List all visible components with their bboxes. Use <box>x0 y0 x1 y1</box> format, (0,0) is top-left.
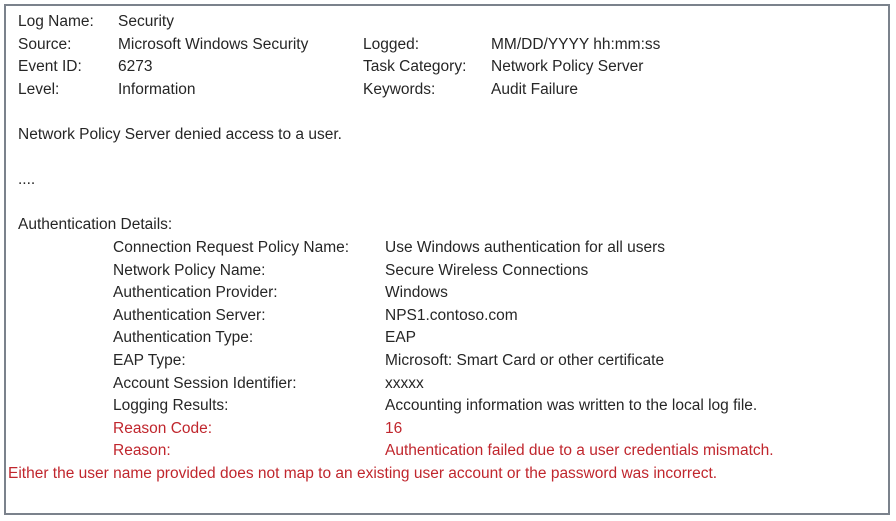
reason-explanation-note: Either the user name provided does not map to an existing user account or the password was incorrect. <box>8 464 718 482</box>
source-value: Microsoft Windows Security <box>118 35 309 53</box>
detail-value: Microsoft: Smart Card or other certificate <box>385 351 665 369</box>
detail-value: Accounting information was written to the local log file. <box>385 397 758 415</box>
detail-value: EAP <box>385 329 417 347</box>
detail-row-authentication-server <box>6 305 888 328</box>
task-category-label: Task Category: <box>363 58 467 76</box>
event-id-label: Event ID: <box>18 58 82 76</box>
source-label: Source: <box>18 35 72 53</box>
detail-value: xxxxx <box>385 374 424 392</box>
detail-row-eap-type <box>6 350 888 373</box>
detail-value: 16 <box>385 419 403 437</box>
detail-label: Reason: <box>113 442 171 460</box>
header-row-log-name <box>6 11 888 34</box>
keywords-value: Audit Failure <box>491 80 579 98</box>
detail-value: Use Windows authentication for all users <box>385 238 665 256</box>
event-record-box <box>4 4 890 515</box>
spacer <box>6 147 888 170</box>
detail-label: Authentication Provider: <box>113 284 278 302</box>
detail-row-network-policy-name <box>6 260 888 283</box>
detail-label: Network Policy Name: <box>113 261 266 279</box>
detail-label: Connection Request Policy Name: <box>113 238 350 256</box>
detail-row-logging-results <box>6 395 888 418</box>
detail-row-authentication-type <box>6 327 888 350</box>
detail-label: Authentication Type: <box>113 329 254 347</box>
detail-label: Logging Results: <box>113 397 229 415</box>
level-label: Level: <box>18 80 60 98</box>
detail-label: Authentication Server: <box>113 306 266 324</box>
header-row-eventid-taskcategory <box>6 56 888 79</box>
logged-label: Logged: <box>363 35 420 53</box>
header-row-source-logged <box>6 34 888 57</box>
detail-label: EAP Type: <box>113 351 186 369</box>
spacer <box>6 101 888 124</box>
omitted-text-ellipsis: .... <box>18 171 36 189</box>
detail-value: Authentication failed due to a user credentials mismatch. <box>385 442 774 460</box>
detail-label: Account Session Identifier: <box>113 374 297 392</box>
header-row-level-keywords <box>6 79 888 102</box>
detail-value: Windows <box>385 284 448 302</box>
detail-row-reason <box>6 440 888 463</box>
detail-row-authentication-provider <box>6 282 888 305</box>
detail-row-reason-code <box>6 418 888 441</box>
spacer <box>6 192 888 215</box>
detail-row-connection-request-policy <box>6 237 888 260</box>
task-category-value: Network Policy Server <box>491 58 644 76</box>
detail-value: Secure Wireless Connections <box>385 261 589 279</box>
keywords-label: Keywords: <box>363 80 436 98</box>
authentication-details-heading: Authentication Details: <box>18 216 173 234</box>
detail-value: NPS1.contoso.com <box>385 306 518 324</box>
log-name-value: Security <box>118 13 174 30</box>
event-description: Network Policy Server denied access to a user. <box>18 125 342 143</box>
detail-row-account-session-identifier <box>6 373 888 396</box>
log-name-label: Log Name: <box>18 13 94 30</box>
level-value: Information <box>118 80 196 98</box>
detail-label: Reason Code: <box>113 419 213 437</box>
event-id-value: 6273 <box>118 58 153 76</box>
logged-value: MM/DD/YYYY hh:mm:ss <box>491 35 661 53</box>
